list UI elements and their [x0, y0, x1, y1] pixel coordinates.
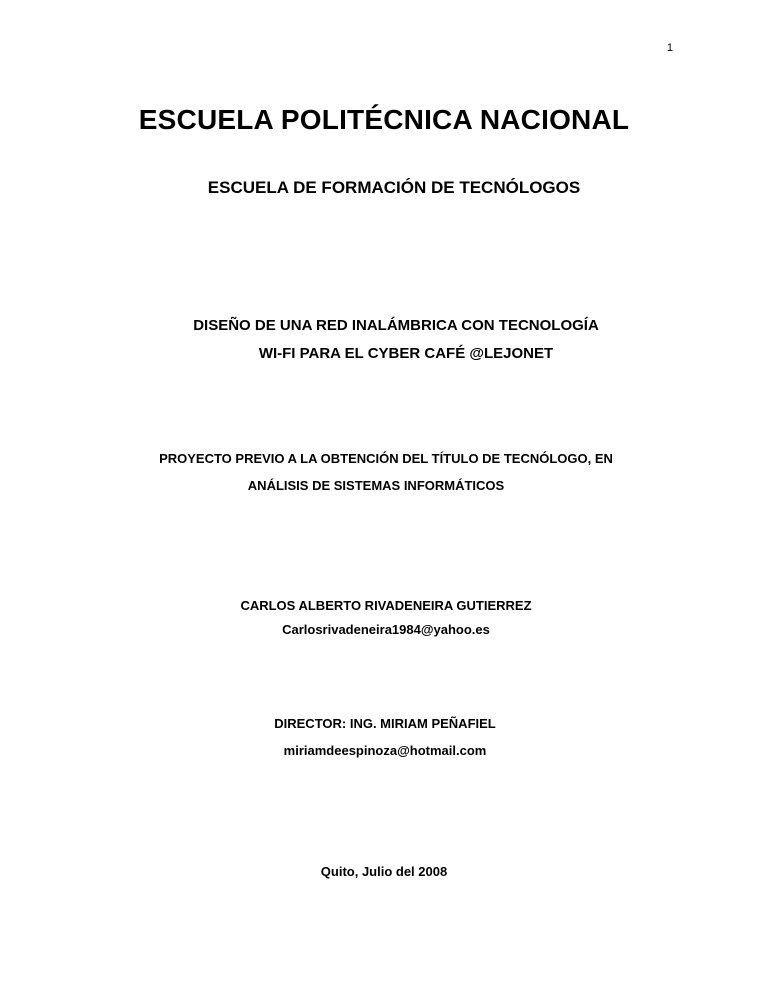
institution-title: ESCUELA POLITÉCNICA NACIONAL: [138, 104, 630, 135]
page-number: 1: [666, 42, 673, 54]
place-date: Quito, Julio del 2008: [320, 864, 448, 879]
author-name: CARLOS ALBERTO RIVADENEIRA GUTIERREZ: [240, 598, 532, 613]
project-title-line-1: DISEÑO DE UNA RED INALÁMBRICA CON TECNOLOGÍA: [193, 317, 599, 334]
school-subtitle: ESCUELA DE FORMACIÓN DE TECNÓLOGOS: [207, 178, 581, 197]
degree-line-2: ANÁLISIS DE SISTEMAS INFORMÁTICOS: [247, 478, 505, 493]
author-email: Carlosrivadeneira1984@yahoo.es: [282, 622, 490, 637]
degree-line-1: PROYECTO PREVIO A LA OBTENCIÓN DEL TÍTULO DE TECNÓLOGO, EN: [159, 451, 613, 466]
project-title-line-2: WI-FI PARA EL CYBER CAFÉ @LEJONET: [258, 345, 554, 362]
director-name: DIRECTOR: ING. MIRIAM PEÑAFIEL: [274, 716, 496, 731]
director-email: miriamdeespinoza@hotmail.com: [283, 743, 487, 758]
